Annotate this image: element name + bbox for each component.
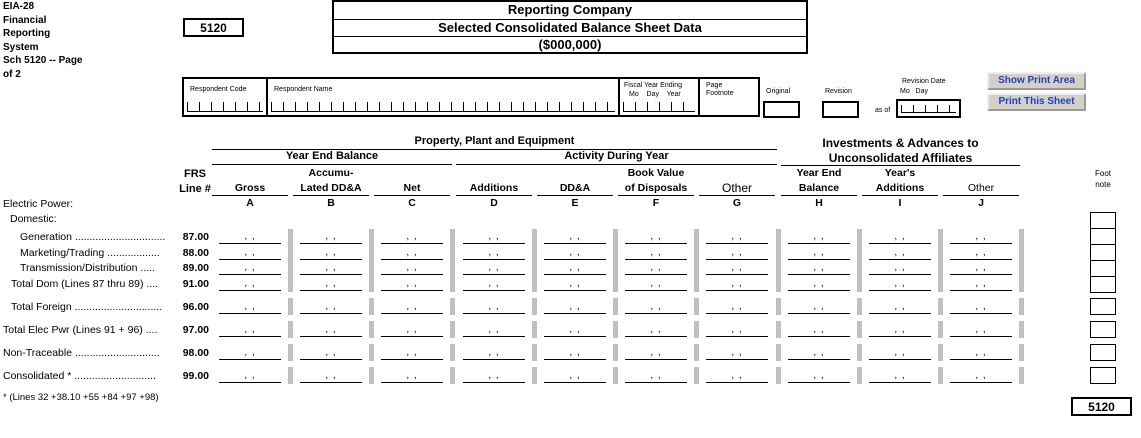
column-letter-i: I [898, 197, 902, 209]
value-input-e[interactable]: , , [544, 248, 606, 260]
column-separator [1019, 367, 1024, 384]
revision-input[interactable] [822, 101, 859, 118]
value-input-b[interactable]: , , [300, 302, 362, 314]
column-separator [288, 344, 293, 361]
value-input-j[interactable]: , , [950, 232, 1012, 244]
footnote-input[interactable] [1090, 276, 1116, 293]
value-input-g[interactable]: , , [706, 371, 768, 383]
column-label-underline [374, 195, 450, 196]
value-input-d[interactable]: , , [463, 279, 525, 291]
value-input-b[interactable]: , , [300, 232, 362, 244]
value-input-f[interactable]: , , [625, 248, 687, 260]
column-separator [613, 367, 618, 384]
column-separator [857, 367, 862, 384]
column-separator [450, 298, 455, 315]
value-input-f[interactable]: , , [625, 232, 687, 244]
fiscal-sub-label: Mo Day Year [629, 91, 681, 98]
column-separator [288, 367, 293, 384]
column-separator [694, 298, 699, 315]
title-reporting-company: Reporting Company [334, 2, 806, 20]
line-number: 91.00 [182, 278, 209, 290]
row-label: Marketing/Trading .................. [20, 247, 160, 259]
value-input-e[interactable]: , , [544, 302, 606, 314]
value-input-i[interactable]: , , [869, 232, 931, 244]
footnote-header: Foot note [1094, 169, 1111, 189]
column-separator [938, 298, 943, 315]
row-label: Transmission/Distribution ..... [20, 262, 155, 274]
value-input-b[interactable]: , , [300, 263, 362, 275]
domestic-label: Domestic: [10, 213, 57, 225]
value-input-i[interactable]: , , [869, 279, 931, 291]
value-input-c[interactable]: , , [381, 263, 443, 275]
column-separator [613, 344, 618, 361]
column-separator [938, 321, 943, 338]
column-separator [532, 229, 537, 292]
column-separator [938, 229, 943, 292]
value-input-g[interactable]: , , [706, 279, 768, 291]
value-input-i[interactable]: , , [869, 371, 931, 383]
value-input-c[interactable]: , , [381, 371, 443, 383]
value-input-d[interactable]: , , [463, 348, 525, 360]
column-separator [857, 298, 862, 315]
footnote-input[interactable] [1090, 298, 1116, 315]
footnote-input[interactable] [1090, 367, 1116, 384]
column-separator [613, 298, 618, 315]
column-label-underline [862, 195, 938, 196]
value-input-d[interactable]: , , [463, 248, 525, 260]
value-input-e[interactable]: , , [544, 232, 606, 244]
value-input-h[interactable]: , , [788, 263, 850, 275]
column-label-underline [293, 195, 369, 196]
value-input-h[interactable]: , , [788, 348, 850, 360]
value-input-f[interactable]: , , [625, 279, 687, 291]
column-letter-a: A [246, 197, 254, 209]
column-separator [532, 298, 537, 315]
line-number: 98.00 [182, 347, 209, 359]
value-input-h[interactable]: , , [788, 279, 850, 291]
row-label: Generation ............................... [20, 231, 166, 243]
value-input-g[interactable]: , , [706, 302, 768, 314]
respondent-name-label: Respondent Name [274, 86, 333, 93]
revision-date-input[interactable] [896, 99, 961, 118]
column-separator [938, 344, 943, 361]
column-label-i: Year's Additions [875, 167, 925, 194]
column-letter-h: H [815, 197, 823, 209]
activity-underline [456, 164, 777, 165]
value-input-c[interactable]: , , [381, 348, 443, 360]
original-label: Original [766, 88, 791, 95]
value-input-d[interactable]: , , [463, 232, 525, 244]
value-input-d[interactable]: , , [463, 302, 525, 314]
line-number: 88.00 [182, 247, 209, 259]
row-label: Total Elec Pwr (Lines 91 + 96) .... [3, 324, 158, 336]
column-label-underline [781, 195, 857, 196]
column-separator [694, 229, 699, 292]
column-separator [369, 367, 374, 384]
column-label-g: Other [721, 181, 752, 195]
activity-header: Activity During Year [564, 150, 669, 162]
column-separator [694, 321, 699, 338]
respondent-code-label: Respondent Code [190, 86, 247, 93]
column-separator [857, 229, 862, 292]
page-footnote-field[interactable] [698, 77, 760, 117]
value-input-i[interactable]: , , [869, 248, 931, 260]
column-label-underline [943, 195, 1019, 196]
value-input-a[interactable]: , , [219, 302, 281, 314]
column-letter-g: G [732, 197, 742, 209]
footnote-input[interactable] [1090, 344, 1116, 361]
column-separator [532, 367, 537, 384]
column-separator [288, 298, 293, 315]
column-separator [776, 229, 781, 292]
column-separator [776, 321, 781, 338]
value-input-f[interactable]: , , [625, 263, 687, 275]
revision-date-label: Revision Date [902, 78, 946, 85]
value-input-j[interactable]: , , [950, 248, 1012, 260]
value-input-h[interactable]: , , [788, 302, 850, 314]
fiscal-year-ending-field[interactable] [618, 77, 700, 117]
value-input-e[interactable]: , , [544, 371, 606, 383]
column-label-c: Net [403, 182, 421, 194]
line-number: 87.00 [182, 231, 209, 243]
value-input-e[interactable]: , , [544, 263, 606, 275]
column-separator [288, 321, 293, 338]
column-separator [369, 344, 374, 361]
row-label: Non-Traceable ............................. [3, 347, 160, 359]
column-letter-e: E [571, 197, 579, 209]
value-input-g[interactable]: , , [706, 348, 768, 360]
column-separator [369, 321, 374, 338]
fiscal-year-ending-label: Fiscal Year Ending [624, 82, 682, 89]
footnote-input[interactable] [1090, 260, 1116, 277]
respondent-code-field[interactable] [182, 77, 268, 117]
value-input-h[interactable]: , , [788, 232, 850, 244]
column-label-underline [537, 195, 613, 196]
value-input-f[interactable]: , , [625, 325, 687, 337]
page-footnote-label: Page Footnote [706, 82, 734, 97]
column-label-a: Gross [234, 182, 266, 194]
line-number: 97.00 [182, 324, 209, 336]
value-input-h[interactable]: , , [788, 248, 850, 260]
value-input-c[interactable]: , , [381, 232, 443, 244]
column-separator [450, 321, 455, 338]
value-input-b[interactable]: , , [300, 348, 362, 360]
show-print-area-button[interactable]: Show Print Area [987, 72, 1086, 90]
year-end-balance-header: Year End Balance [285, 150, 379, 162]
column-separator [613, 321, 618, 338]
value-input-a[interactable]: , , [219, 348, 281, 360]
value-input-d[interactable]: , , [463, 371, 525, 383]
column-label-underline [456, 195, 532, 196]
value-input-b[interactable]: , , [300, 248, 362, 260]
column-separator [1019, 229, 1024, 292]
value-input-b[interactable]: , , [300, 325, 362, 337]
value-input-e[interactable]: , , [544, 325, 606, 337]
column-separator [450, 229, 455, 292]
row-label: Total Dom (Lines 87 thru 89) .... [11, 278, 159, 290]
value-input-h[interactable]: , , [788, 325, 850, 337]
column-separator [1019, 298, 1024, 315]
value-input-h[interactable]: , , [788, 371, 850, 383]
column-label-b: Accumu- Lated DD&A [300, 167, 362, 194]
value-input-j[interactable]: , , [950, 263, 1012, 275]
value-input-b[interactable]: , , [300, 279, 362, 291]
footnote-text: * (Lines 32 +38.10 +55 +84 +97 +98) [3, 392, 159, 403]
value-input-j[interactable]: , , [950, 348, 1012, 360]
column-separator [450, 344, 455, 361]
footnote-input[interactable] [1090, 228, 1116, 245]
title-units: ($000,000) [538, 37, 602, 53]
frs-line-header: FRS Line # [179, 168, 211, 195]
value-input-f[interactable]: , , [625, 348, 687, 360]
value-input-i[interactable]: , , [869, 302, 931, 314]
value-input-e[interactable]: , , [544, 279, 606, 291]
column-label-j: Other [967, 182, 995, 194]
value-input-f[interactable]: , , [625, 302, 687, 314]
column-separator [938, 367, 943, 384]
footnote-input[interactable] [1090, 321, 1116, 338]
column-separator [450, 367, 455, 384]
column-letter-j: J [978, 197, 984, 209]
column-letter-b: B [327, 197, 335, 209]
value-input-i[interactable]: , , [869, 348, 931, 360]
column-separator [857, 344, 862, 361]
value-input-i[interactable]: , , [869, 325, 931, 337]
row-label: Total Foreign .............................. [11, 301, 163, 313]
column-label-e: DD&A [559, 182, 591, 194]
value-input-a[interactable]: , , [219, 248, 281, 260]
column-label-d: Additions [469, 182, 519, 194]
column-separator [369, 229, 374, 292]
column-separator [776, 344, 781, 361]
original-input[interactable] [763, 101, 800, 118]
column-separator [776, 367, 781, 384]
value-input-e[interactable]: , , [544, 348, 606, 360]
column-label-f: Book Value of Disposals [624, 167, 688, 194]
column-separator [1019, 344, 1024, 361]
column-letter-f: F [652, 197, 660, 209]
value-input-j[interactable]: , , [950, 371, 1012, 383]
column-separator [613, 229, 618, 292]
value-input-c[interactable]: , , [381, 325, 443, 337]
year-end-balance-underline [212, 164, 452, 165]
value-input-f[interactable]: , , [625, 371, 687, 383]
row-label: Consolidated * ............................ [3, 370, 156, 382]
ppe-group-header: Property, Plant and Equipment [414, 135, 575, 147]
value-input-c[interactable]: , , [381, 248, 443, 260]
column-label-underline [618, 195, 694, 196]
value-input-a[interactable]: , , [219, 371, 281, 383]
column-separator [532, 344, 537, 361]
value-input-g[interactable]: , , [706, 232, 768, 244]
value-input-a[interactable]: , , [219, 325, 281, 337]
value-input-j[interactable]: , , [950, 325, 1012, 337]
column-separator [369, 298, 374, 315]
value-input-a[interactable]: , , [219, 232, 281, 244]
value-input-g[interactable]: , , [706, 325, 768, 337]
column-separator [694, 344, 699, 361]
column-label-underline [212, 195, 288, 196]
value-input-g[interactable]: , , [706, 248, 768, 260]
column-separator [857, 321, 862, 338]
column-separator [288, 229, 293, 292]
title-selected-data: Selected Consolidated Balance Sheet Data [334, 20, 806, 38]
column-letter-c: C [408, 197, 416, 209]
column-letter-d: D [490, 197, 498, 209]
column-separator [1019, 321, 1024, 338]
schedule-number-box: 5120 [183, 18, 244, 37]
footnote-input[interactable] [1090, 212, 1116, 229]
value-input-c[interactable]: , , [381, 279, 443, 291]
system-label: EIA-28 Financial Reporting System Sch 5120 -- Page of 2 [3, 1, 83, 80]
line-number: 96.00 [182, 301, 209, 313]
value-input-d[interactable]: , , [463, 263, 525, 275]
column-label-h: Year End Balance [796, 167, 842, 194]
value-input-a[interactable]: , , [219, 279, 281, 291]
footnote-input[interactable] [1090, 244, 1116, 261]
line-number: 99.00 [182, 370, 209, 382]
value-input-g[interactable]: , , [706, 263, 768, 275]
line-number: 89.00 [182, 262, 209, 274]
column-separator [776, 298, 781, 315]
report-title-box [332, 0, 808, 54]
as-of-label: as of [875, 107, 891, 114]
value-input-i[interactable]: , , [869, 263, 931, 275]
revision-date-sub-label: Mo Day [900, 88, 929, 95]
value-input-b[interactable]: , , [300, 371, 362, 383]
revision-label: Revision [825, 88, 852, 95]
value-input-a[interactable]: , , [219, 263, 281, 275]
footer-schedule-box: 5120 [1071, 397, 1132, 416]
investments-header: Investments & Advances to Unconsolidated Affiliates [822, 136, 979, 165]
value-input-c[interactable]: , , [381, 302, 443, 314]
print-this-sheet-button[interactable]: Print This Sheet [987, 93, 1086, 111]
electric-power-label: Electric Power: [3, 198, 74, 210]
respondent-name-field[interactable] [266, 77, 620, 117]
column-separator [694, 367, 699, 384]
column-label-underline [699, 195, 775, 196]
value-input-d[interactable]: , , [463, 325, 525, 337]
column-separator [532, 321, 537, 338]
value-input-j[interactable]: , , [950, 302, 1012, 314]
value-input-j[interactable]: , , [950, 279, 1012, 291]
